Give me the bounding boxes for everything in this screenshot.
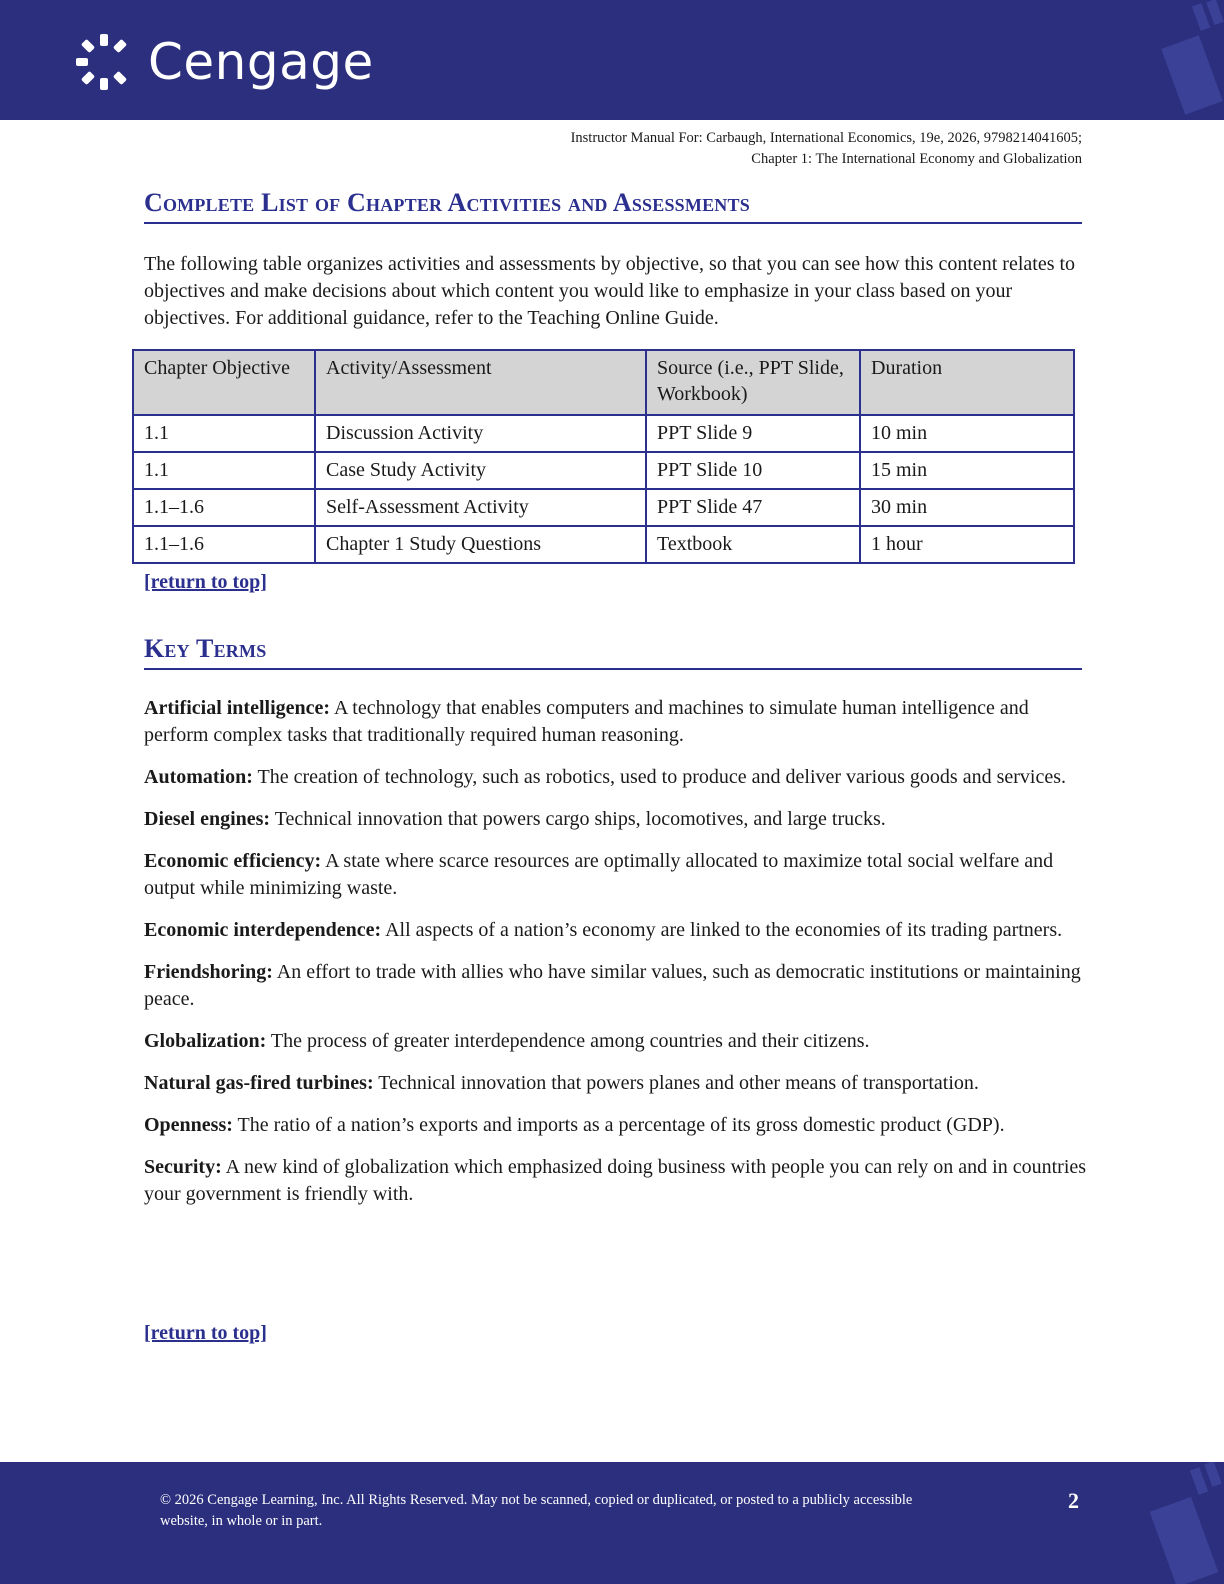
cell-source: PPT Slide 47 bbox=[646, 489, 860, 526]
brand-name: Cengage bbox=[148, 33, 374, 91]
term-entry bbox=[144, 695, 1089, 749]
return-to-top-link[interactable]: [return to top] bbox=[144, 571, 267, 593]
cell-duration: 10 min bbox=[860, 415, 1074, 452]
term-entry bbox=[144, 917, 1089, 944]
table-header-row bbox=[133, 350, 1074, 415]
cell-objective: 1.1 bbox=[133, 452, 315, 489]
term-definition: All aspects of a nation’s economy are linked to the economies of its trading partners. bbox=[381, 919, 1063, 941]
cell-source: Textbook bbox=[646, 526, 860, 563]
term-name: Security: bbox=[144, 1156, 222, 1178]
header-line-2: Chapter 1: The International Economy and Globalization bbox=[751, 151, 1082, 167]
term-definition: The creation of technology, such as robotics, used to produce and deliver various goods and services. bbox=[252, 766, 1066, 788]
term-name: Globalization: bbox=[144, 1030, 267, 1052]
cell-source: PPT Slide 10 bbox=[646, 452, 860, 489]
term-definition: An effort to trade with allies who have similar values, such as democratic institutions or maintaining peace. bbox=[144, 961, 1081, 1010]
running-header bbox=[571, 128, 1082, 170]
term-entry bbox=[144, 1154, 1089, 1208]
header-objective: Chapter Objective bbox=[133, 350, 315, 415]
term-definition: Technical innovation that powers cargo ships, locomotives, and large trucks. bbox=[270, 808, 886, 830]
header-line-1: Instructor Manual For: Carbaugh, International Economics, 19e, 2026, 9798214041605; bbox=[570, 130, 1082, 146]
header-source: Source (i.e., PPT Slide, Workbook) bbox=[646, 350, 860, 415]
corner-decoration-icon bbox=[1154, 0, 1224, 120]
term-definition: A new kind of globalization which emphasized doing business with people you can rely on and in countries your government is friendly with. bbox=[144, 1156, 1087, 1205]
term-definition: A technology that enables computers and machines to simulate human intelligence and perform complex tasks that traditionally required human reasoning. bbox=[144, 697, 1029, 746]
term-name: Natural gas-fired turbines: bbox=[144, 1072, 374, 1094]
term-definition: The ratio of a nation’s exports and imports as a percentage of its gross domestic product (GDP). bbox=[232, 1114, 1005, 1136]
header-band bbox=[0, 0, 1224, 120]
key-terms-heading: Key Terms bbox=[144, 634, 1082, 670]
copyright-notice: © 2026 Cengage Learning, Inc. All Rights Reserved. May not be scanned, copied or duplicated, or posted to a publicly accessible website, in whole or in part. bbox=[160, 1492, 913, 1529]
cell-duration: 30 min bbox=[860, 489, 1074, 526]
footer-band bbox=[0, 1462, 1224, 1584]
term-name: Automation: bbox=[144, 766, 253, 788]
term-entry bbox=[144, 1112, 1089, 1139]
cell-duration: 1 hour bbox=[860, 526, 1074, 563]
table-row bbox=[133, 526, 1074, 563]
term-entry bbox=[144, 806, 1089, 833]
cell-objective: 1.1–1.6 bbox=[133, 489, 315, 526]
cell-duration: 15 min bbox=[860, 452, 1074, 489]
table-row bbox=[133, 452, 1074, 489]
cell-activity: Discussion Activity bbox=[315, 415, 646, 452]
activities-table bbox=[132, 349, 1075, 564]
activities-heading: Complete List of Chapter Activities and Assessments bbox=[144, 188, 1082, 224]
cengage-logo[interactable] bbox=[72, 30, 374, 94]
cell-activity: Case Study Activity bbox=[315, 452, 646, 489]
activities-intro: The following table organizes activities and assessments by objective, so that you can see how this content relates to objectives and make decisions about which content you would like to emphasize in your class based on your objectives. For additional guidance, refer to the Teaching Online Guide. bbox=[144, 253, 1076, 329]
term-entry bbox=[144, 764, 1089, 791]
term-definition: Technical innovation that powers planes and other means of transportation. bbox=[373, 1072, 979, 1094]
term-name: Artificial intelligence: bbox=[144, 697, 331, 719]
key-terms-list bbox=[144, 695, 1089, 1223]
cell-activity: Chapter 1 Study Questions bbox=[315, 526, 646, 563]
table-row bbox=[133, 489, 1074, 526]
term-definition: A state where scarce resources are optimally allocated to maximize total social welfare and output while minimizing waste. bbox=[144, 850, 1054, 899]
term-entry bbox=[144, 848, 1089, 902]
term-name: Economic interdependence: bbox=[144, 919, 382, 941]
page-number: 2 bbox=[1068, 1488, 1079, 1513]
return-to-top-link[interactable]: [return to top] bbox=[144, 1322, 267, 1344]
cell-objective: 1.1 bbox=[133, 415, 315, 452]
term-name: Openness: bbox=[144, 1114, 233, 1136]
header-duration: Duration bbox=[860, 350, 1074, 415]
corner-decoration-icon bbox=[1144, 1462, 1224, 1584]
term-entry bbox=[144, 1070, 1089, 1097]
table-row bbox=[133, 415, 1074, 452]
term-entry bbox=[144, 1028, 1089, 1055]
term-name: Friendshoring: bbox=[144, 961, 273, 983]
term-entry bbox=[144, 959, 1089, 1013]
cell-activity: Self-Assessment Activity bbox=[315, 489, 646, 526]
cell-source: PPT Slide 9 bbox=[646, 415, 860, 452]
term-name: Economic efficiency: bbox=[144, 850, 322, 872]
cengage-logo-icon bbox=[72, 30, 136, 94]
cell-objective: 1.1–1.6 bbox=[133, 526, 315, 563]
term-definition: The process of greater interdependence among countries and their citizens. bbox=[266, 1030, 870, 1052]
term-name: Diesel engines: bbox=[144, 808, 271, 830]
header-activity: Activity/Assessment bbox=[315, 350, 646, 415]
